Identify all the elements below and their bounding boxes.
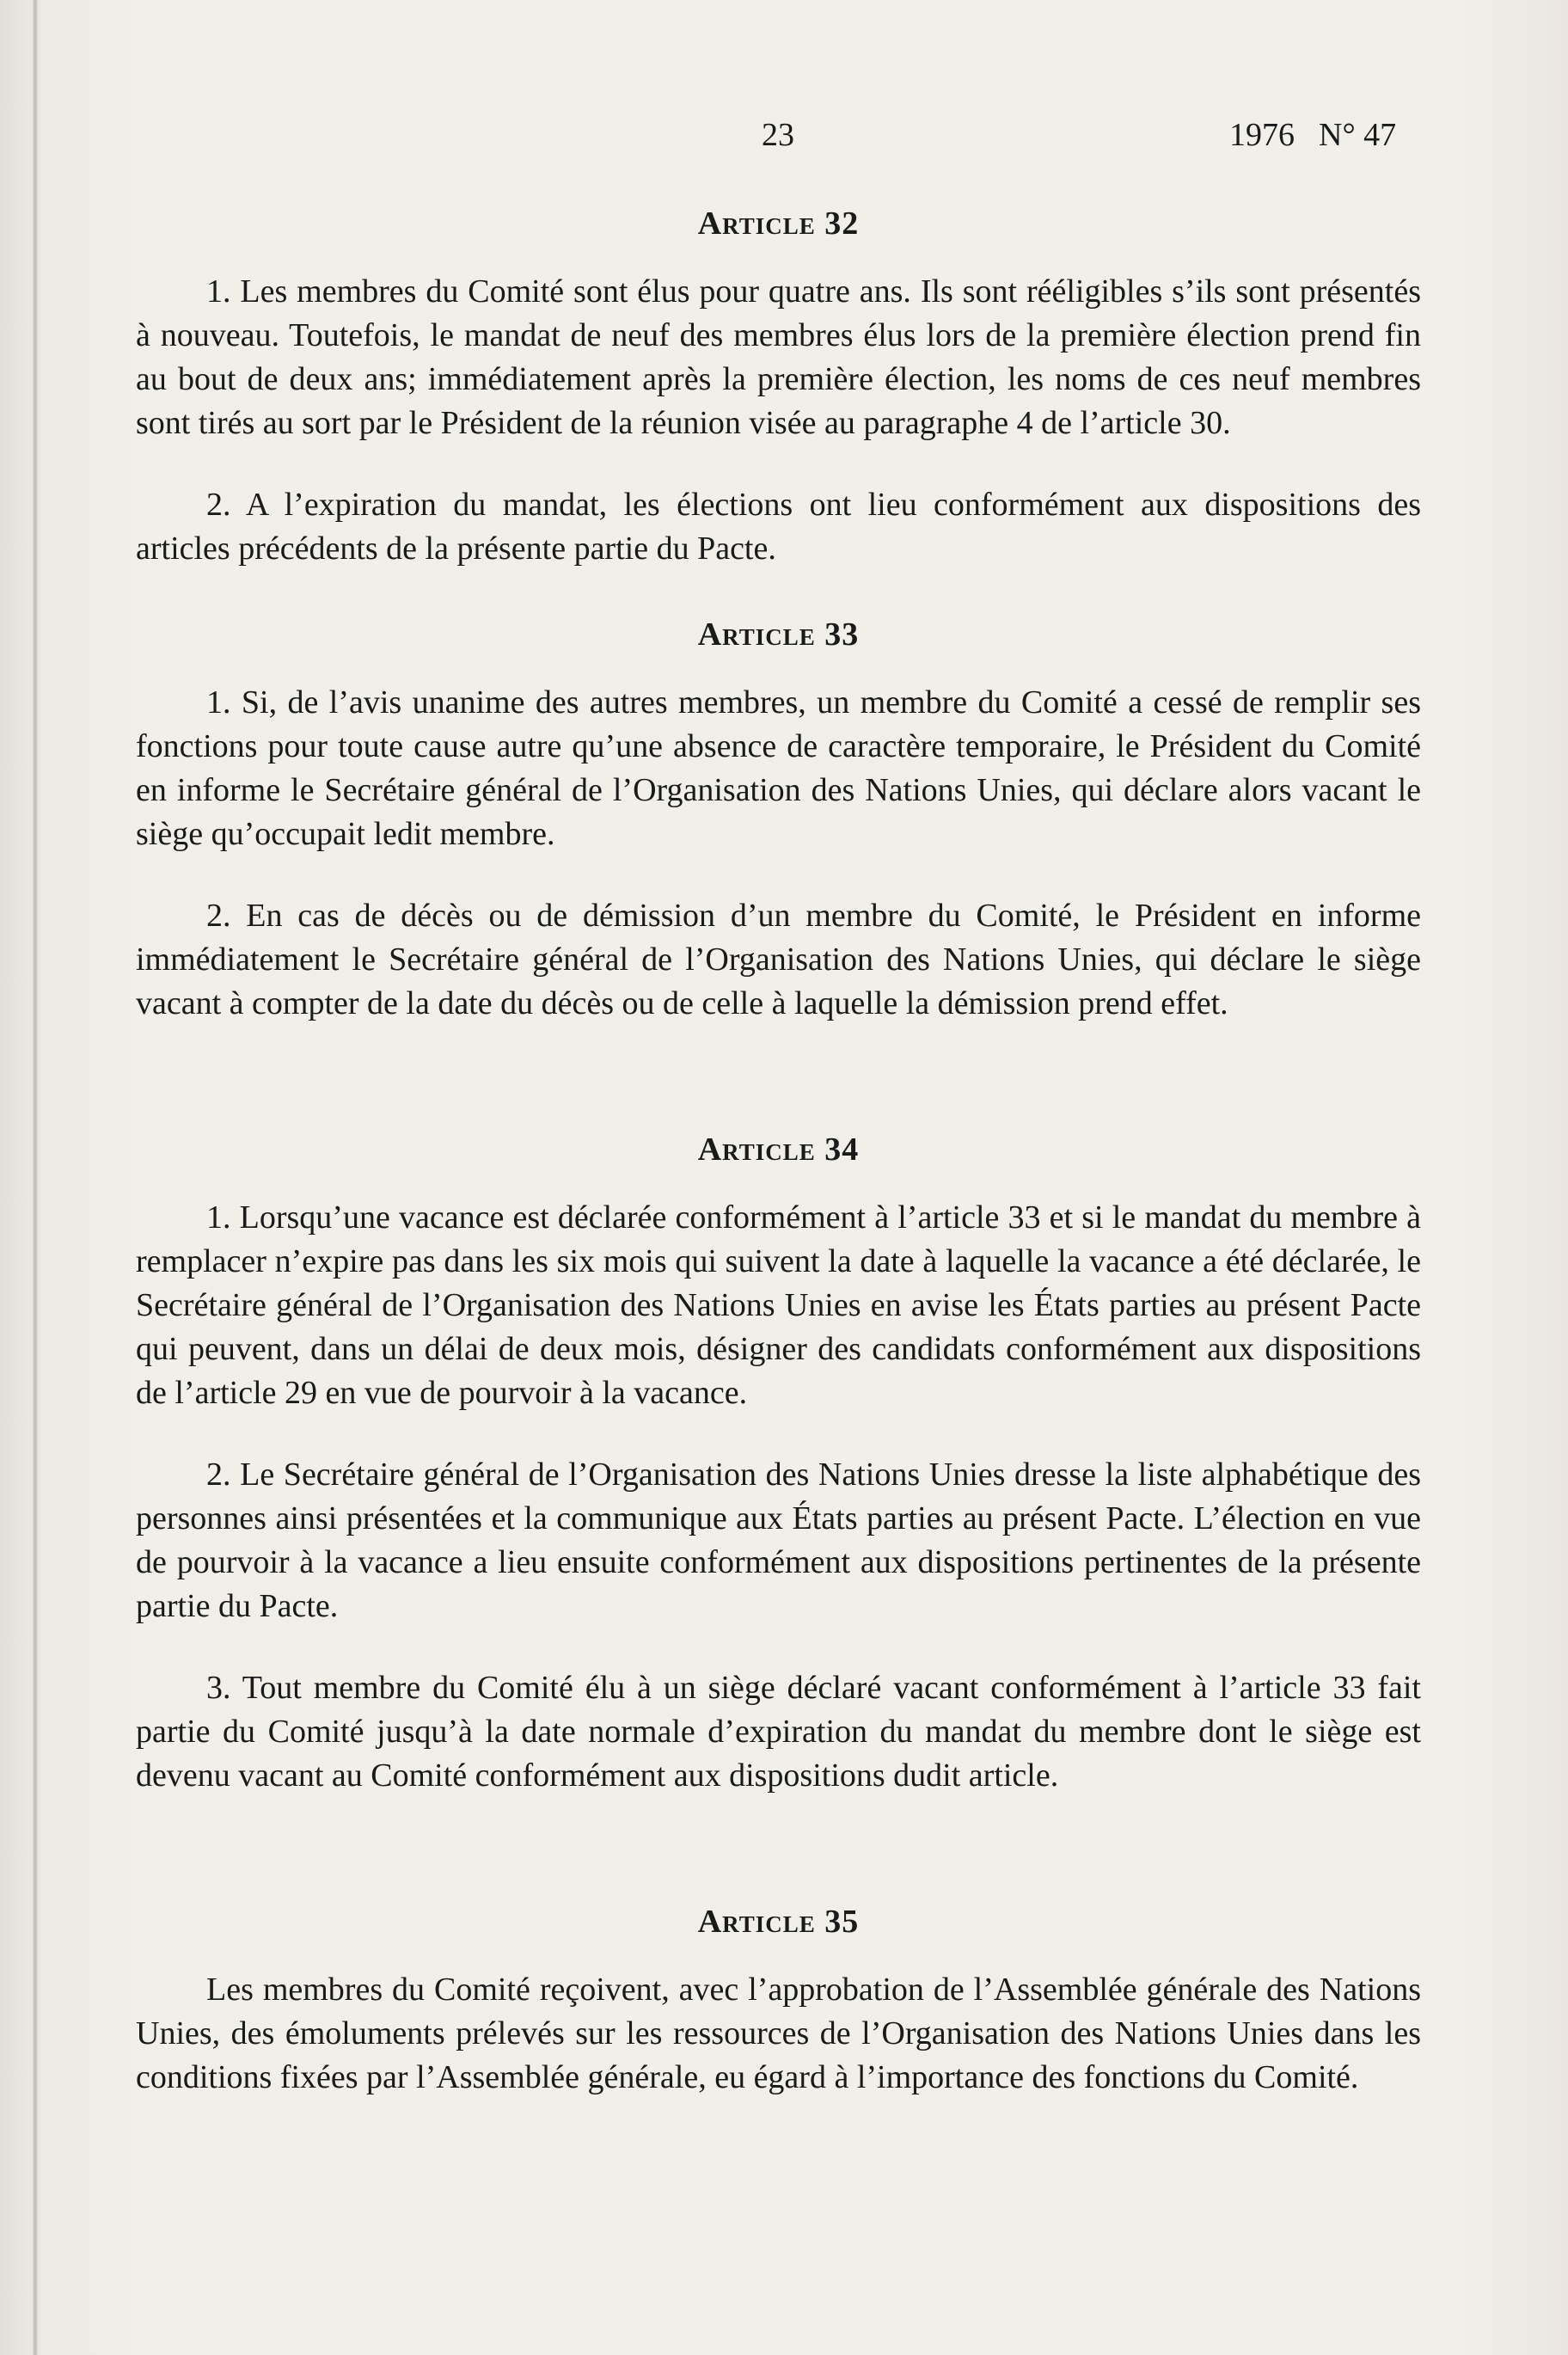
article-title: Article 32	[697, 205, 860, 242]
page-header	[0, 113, 1568, 156]
number-label: N° 47	[1319, 117, 1397, 153]
paragraph: 1. Si, de l’avis unanime des autres membres, un membre du Comité a cessé de remplir ses fonctions pour toute cause autre qu’une absence de caractère temporaire, le Président du Comité en informe le Secrétaire général de l’Organisation des Nations Unies, qui déclare alors vacant le siège qu’occupait ledit membre.	[136, 684, 1421, 852]
article-title: Article 35	[697, 1904, 860, 1940]
paragraph: 2. Le Secrétaire général de l’Organisation des Nations Unies dresse la liste alphabétique des personnes ainsi présentées et la communique aux États parties au présent Pacte. L’élection en vue de pourvoir à la vacance a lieu ensuite conformément aux dispositions pertinentes de la présente partie du Pacte.	[136, 1457, 1421, 1624]
article-35	[136, 1901, 1421, 2100]
paragraph: 2. A l’expiration du mandat, les élections ont lieu conformément aux dispositions des articles précédents de la présente partie du Pacte.	[136, 487, 1421, 567]
page-binding-edge	[33, 0, 38, 2355]
year: 1976	[1229, 117, 1295, 153]
paragraph: 1. Lorsqu’une vacance est déclarée conformément à l’article 33 et si le mandat du membre à remplacer n’expire pas dans les six mois qui suivent la date à laquelle la vacance a été déclarée, le Secrétaire général de l’Organisation des Nations Unies en avise les États parties au présent Pacte qui peuvent, dans un délai de deux mois, désigner des candidats conformément aux dispositions de l’article 29 en vue de pourvoir à la vacance.	[136, 1199, 1421, 1411]
article-33	[136, 614, 1421, 1026]
article-title: Article 34	[697, 1132, 860, 1168]
treaty-reference	[1229, 113, 1396, 156]
paragraph: Les membres du Comité reçoivent, avec l’approbation de l’Assemblée générale des Nations Unies, des émoluments prélevés sur les ressources de l’Organisation des Nations Unies dans les conditions fixées par l’Assemblée générale, eu égard à l’importance des fonctions du Comité.	[136, 1972, 1421, 2095]
paragraph: 3. Tout membre du Comité élu à un siège déclaré vacant conformément à l’article 33 fait partie du Comité jusqu’à la date normale d’expiration du mandat du membre dont le siège est devenu vacant au Comité conformément aux dispositions dudit article.	[136, 1670, 1421, 1794]
article-32	[136, 203, 1421, 571]
document-body	[136, 203, 1421, 2100]
article-title: Article 33	[697, 616, 860, 653]
paragraph: 1. Les membres du Comité sont élus pour quatre ans. Ils sont rééligibles s’ils sont présentés à nouveau. Toutefois, le mandat de neuf des membres élus lors de la première élection prend fin au bout de deux ans; immédiatement après la première élection, les noms de ces neuf membres sont tirés au sort par le Président de la réunion visée au paragraphe 4 de l’article 30.	[136, 273, 1421, 441]
page-number: 23	[762, 117, 794, 153]
article-34	[136, 1129, 1421, 1798]
paragraph: 2. En cas de décès ou de démission d’un membre du Comité, le Président en informe immédiatement le Secrétaire général de l’Organisation des Nations Unies, qui déclare le siège vacant à compter de la date du décès ou de celle à laquelle la démission prend effet.	[136, 898, 1421, 1021]
